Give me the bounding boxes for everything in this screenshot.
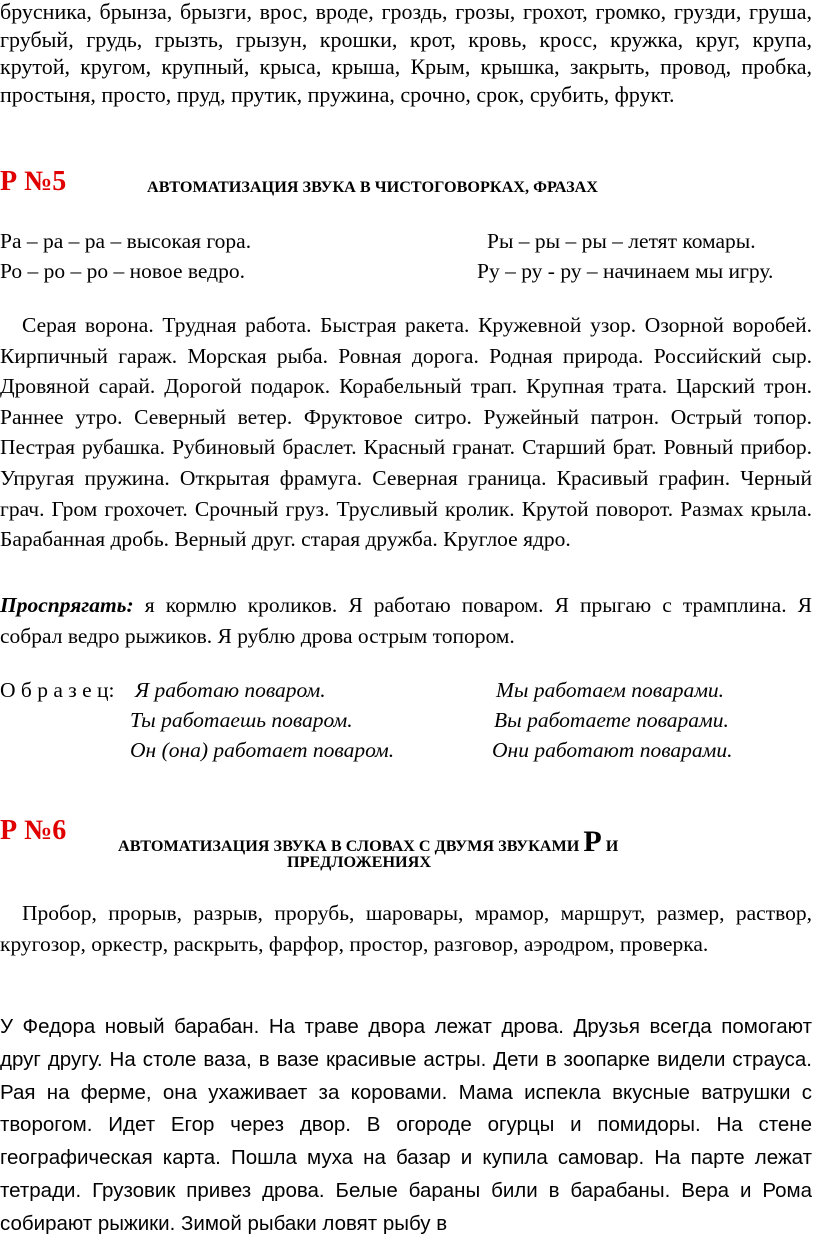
- sample-row: [0, 705, 812, 735]
- sample-left: Ты работаешь поваром.: [130, 708, 353, 732]
- sample-row: [0, 735, 812, 765]
- sample-left: Он (она) работает поваром.: [130, 738, 395, 762]
- section5-heading: [0, 166, 812, 206]
- sample-right: Они работают поварами.: [492, 738, 733, 762]
- section6-sentences: У Федора новый барабан. На траве двора лежат дрова. Друзья всегда помогают друг другу. На столе ваза, в вазе красивые астры. Дети в зоопарке видели страуса. Рая на ферме, она ухаживает за коровами. Мама испекла вкусные ватрушки с творогом. Идет Егор через двор. В огороде огурцы и помидоры. На стене географическая карта. Пошла муха на базар и купила самовар. На парте лежат тетради. Грузовик привез дрова. Белые бараны били в барабаны. Вера и Рома собирают рыжики. Зимой рыбаки ловят рыбу в: [0, 1015, 812, 1235]
- conjugate-text: я кормлю кроликов. Я работаю поваром. Я прыгаю с трамплина. Я собрал ведро рыжиков. Я рублю дрова острым топором.: [0, 593, 812, 648]
- sample-right: Мы работаем поварами.: [496, 678, 725, 702]
- section5-chants: [0, 226, 812, 286]
- chant-left: Ра – ра – ра – высокая гора.: [0, 229, 252, 253]
- intro-word-list: брусника, брынза, брызги, врос, вроде, гроздь, грозы, грохот, громко, грузди, груша, грубый, грудь, грызть, грызун, крошки, крот, кровь, кросс, кружка, круг, крупа, крутой, кругом, крупный, крыса, крыша, Крым, крышка, закрыть, провод, пробка, простыня, просто, пруд, прутик, пружина, срочно, срок, срубить, фрукт.: [0, 0, 812, 107]
- section6-number: Р №6: [0, 815, 67, 846]
- section6-words: Пробор, прорыв, разрыв, прорубь, шаровары, мрамор, маршрут, размер, раствор, кругозор, оркестр, раскрыть, фарфор, простор, разговор, аэродром, проверка.: [0, 901, 812, 956]
- chant-right: Ру – ру - ру – начинаем мы игру.: [477, 259, 774, 283]
- sample-label: О б р а з е ц:: [0, 678, 115, 702]
- sample-row: [0, 675, 812, 705]
- section6-title-part2: И: [601, 837, 619, 855]
- chant-right: Ры – ры – ры – летят комары.: [487, 229, 756, 253]
- section6-title-letter: Р: [583, 825, 602, 858]
- section6-title-part1: АВТОМАТИЗАЦИЯ ЗВУКА В СЛОВАХ С ДВУМЯ ЗВУКАМИ: [118, 837, 584, 855]
- sample-left: Я работаю поваром.: [135, 678, 326, 702]
- chant-left: Ро – ро – ро – новое ведро.: [0, 259, 245, 283]
- section5-number: Р №5: [0, 166, 67, 197]
- sample-right: Вы работаете поварами.: [494, 708, 729, 732]
- chant-row: [0, 226, 812, 256]
- section5-title: АВТОМАТИЗАЦИЯ ЗВУКА В ЧИСТОГОВОРКАХ, ФРАЗАХ: [147, 178, 599, 196]
- section6-heading: [0, 815, 812, 879]
- conjugate-label: Проспрягать:: [0, 593, 134, 617]
- section5-sample: [0, 675, 812, 765]
- section5-phrases: Серая ворона. Трудная работа. Быстрая ракета. Кружевной узор. Озорной воробей. Кирпичный гараж. Морская рыба. Ровная дорога. Родная природа. Российский сыр. Дровяной сарай. Дорогой подарок. Корабельный трап. Крупная трата. Царский трон. Раннее утро. Северный ветер. Фруктовое ситро. Ружейный патрон. Острый топор. Пестрая рубашка. Рубиновый браслет. Красный гранат. Старший брат. Ровный прибор. Упругая пружина. Открытая фрамуга. Северная граница. Красивый графин. Черный грач. Гром грохочет. Срочный груз. Трусливый кролик. Крутой поворот. Размах крыла. Барабанная дробь. Верный друг. старая дружба. Круглое ядро.: [0, 313, 812, 552]
- chant-row: [0, 256, 812, 286]
- section5-conjugate: [0, 590, 812, 651]
- section6-title-line2: ПРЕДЛОЖЕНИЯХ: [287, 853, 432, 871]
